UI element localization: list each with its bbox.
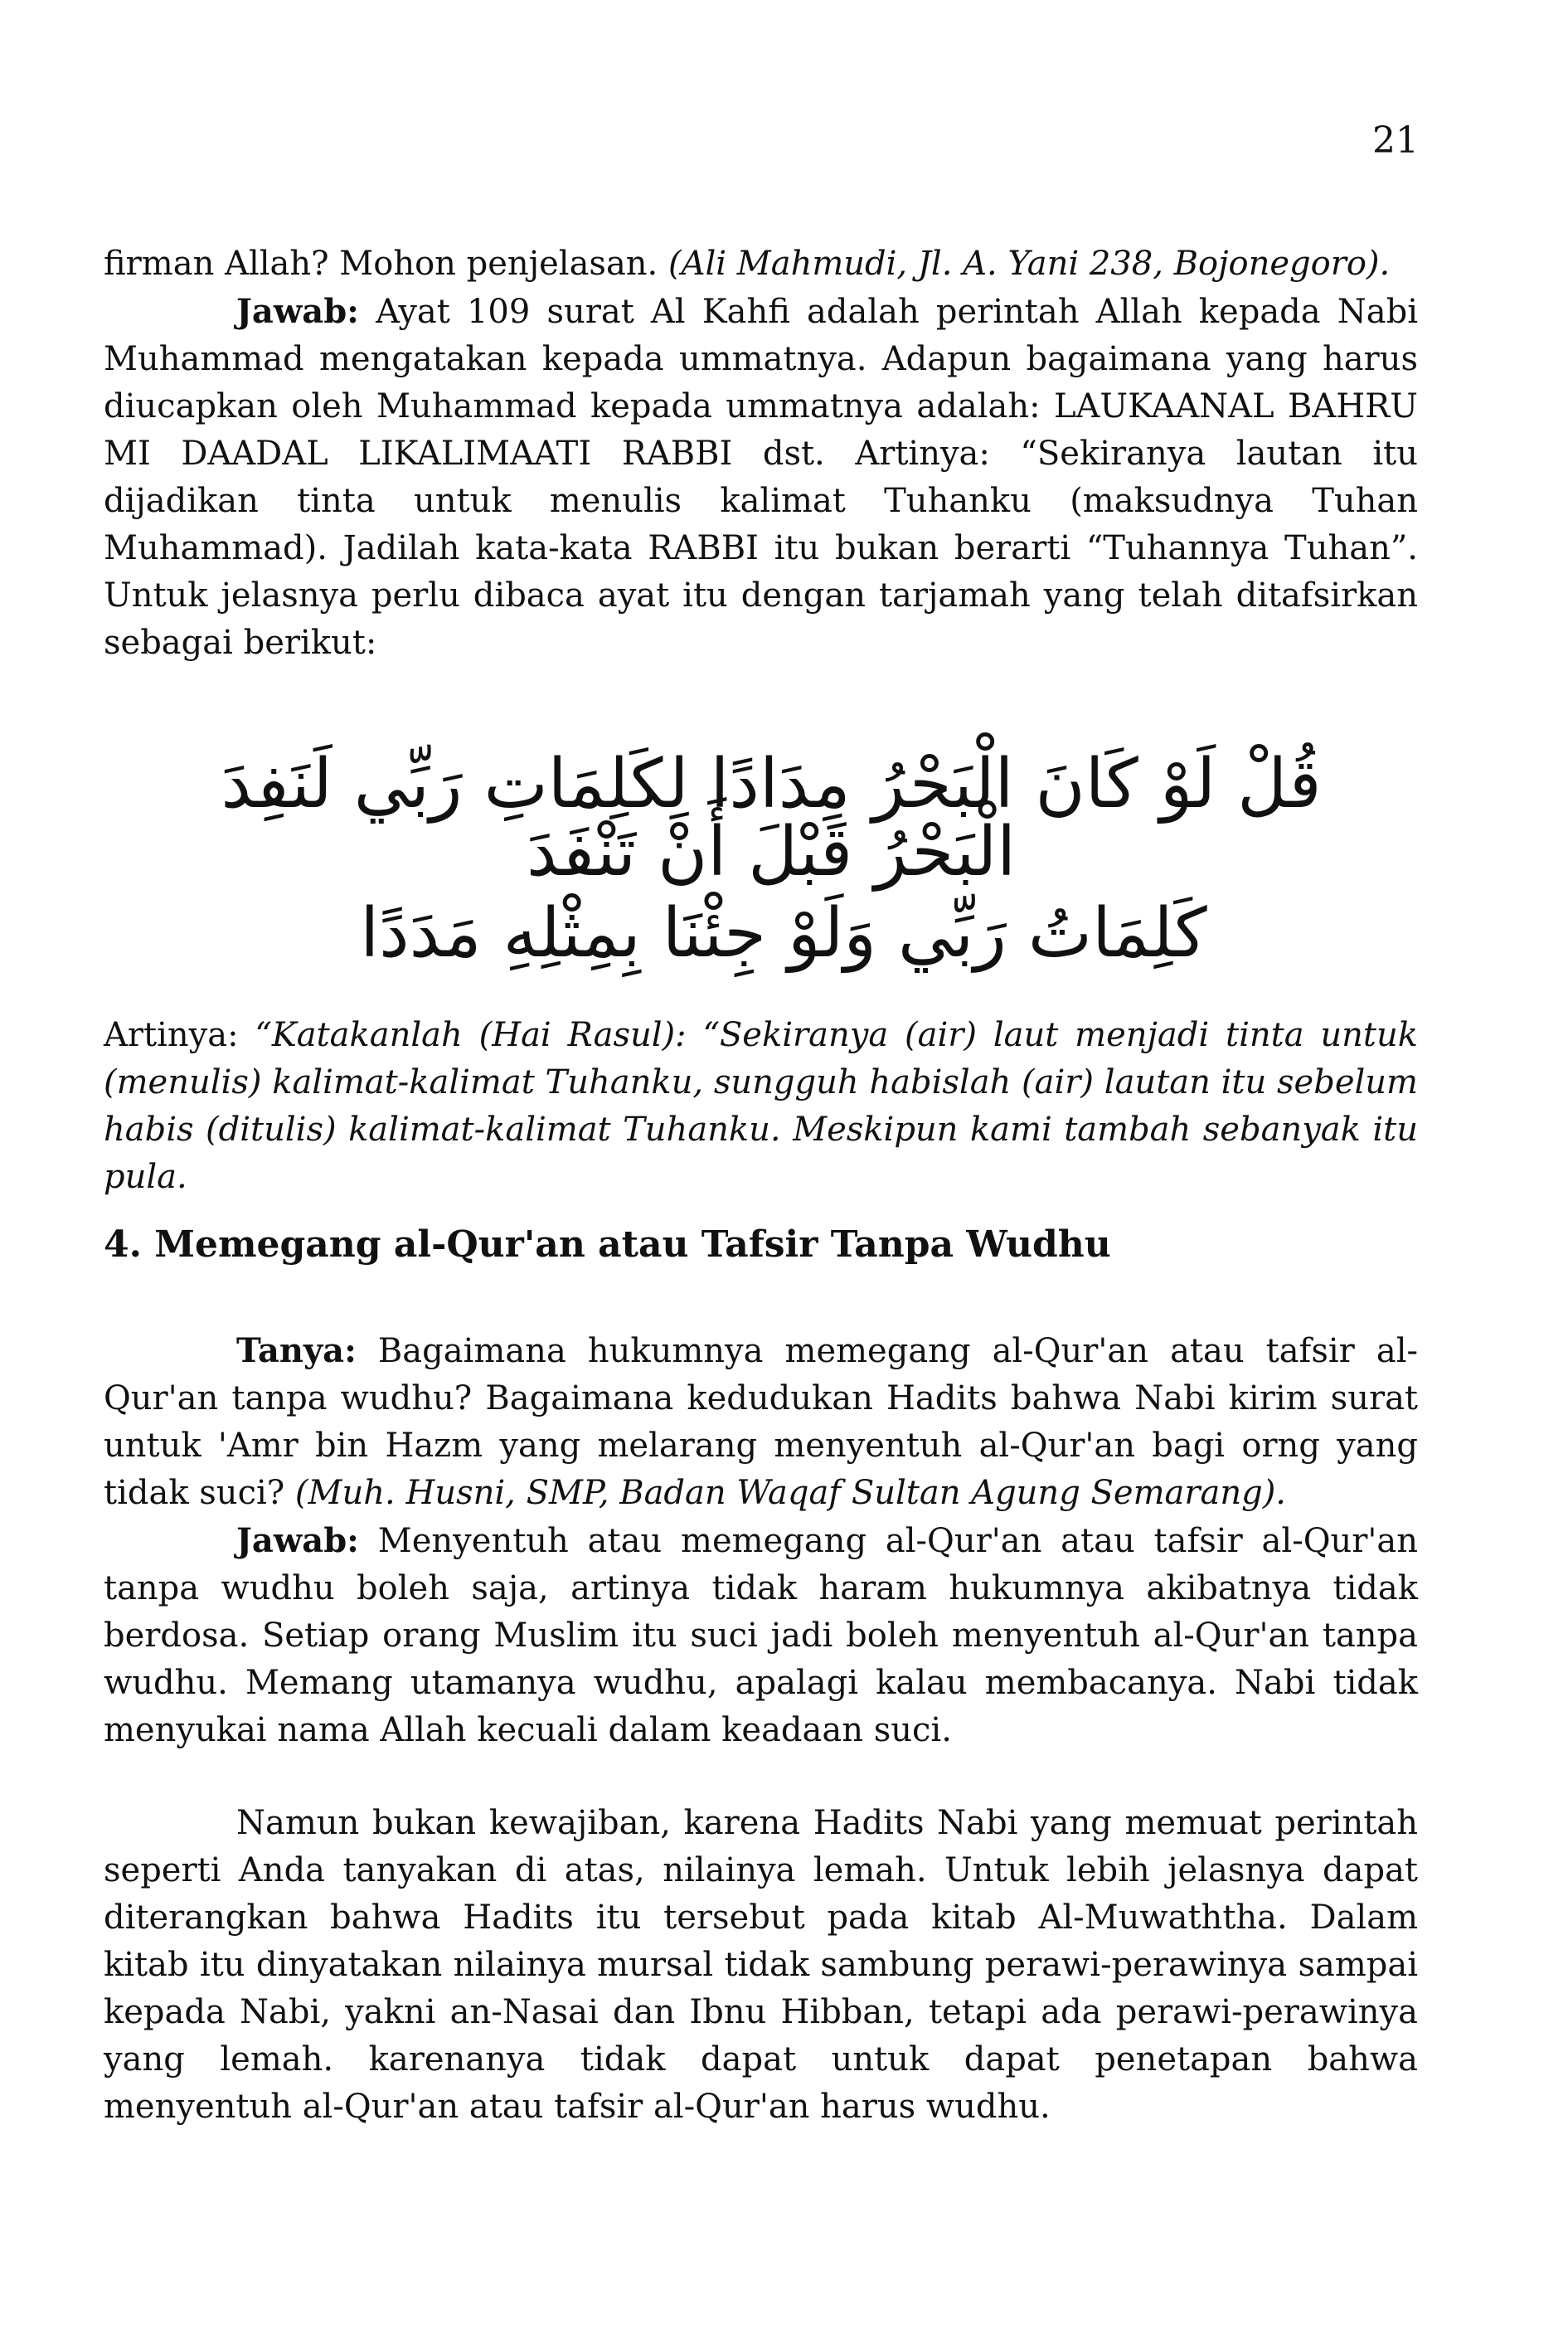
paragraph-answer-1 xyxy=(104,288,1418,667)
translation-lead: Artinya: xyxy=(104,1016,255,1054)
paragraph-question xyxy=(104,1327,1418,1517)
paragraph-closing: Namun bukan kewajiban, karena Hadits Nabi yang memuat perintah seperti Anda tanyakan di atas, nilainya lemah. Untuk lebih jelasnya dapat diterangkan bahwa Hadits itu tersebut pada kitab Al-Muwaththa. Dalam kitab itu dinyatakan nilainya mursal tidak sambung perawi-perawinya sampai kepada Nabi, yakni an-Nasai dan Ibnu Hibban, tetapi ada perawi-perawinya yang lemah. karenanya tidak dapat untuk dapat penetapan bahwa menyentuh al-Qur'an atau tafsir al-Qur'an harus wudhu. xyxy=(104,1804,1418,2126)
verse-translation xyxy=(104,1012,1418,1201)
questioner-source: (Ali Mahmudi, Jl. A. Yani 238, Bojonegoro). xyxy=(667,245,1391,283)
paragraph-answer-2 xyxy=(104,1517,1418,1754)
paragraph-text: Menyentuh atau memegang al-Qur'an atau tafsir al-Qur'an tanpa wudhu boleh saja, artinya tidak haram hukumnya akibatnya tidak berdosa. Setiap orang Muslim itu suci jadi boleh menyentuh al-Qur'an tanpa wudhu. Memang utamanya wudhu, apalagi kalau membacanya. Nabi tidak menyukai nama Allah kecuali dalam keadaan suci. xyxy=(104,1522,1418,1749)
page-number: 21 xyxy=(1372,119,1419,162)
qa-block xyxy=(104,1327,1418,1754)
paragraph-text: Bagaimana hukumnya memegang al-Qur'an atau tafsir al-Qur'an tanpa wudhu? Bagaimana kedudukan Hadits bahwa Nabi kirim surat untuk 'Amr bin Hazm yang melarang menyentuh al-Qur'an bagi orng yang tidak suci? xyxy=(104,1332,1418,1512)
paragraph-question-end xyxy=(104,241,1418,288)
answer-label: Jawab: xyxy=(236,292,359,331)
questioner-source: (Muh. Husni, SMP, Badan Waqaf Sultan Agung Semarang). xyxy=(294,1474,1287,1512)
section-heading: 4. Memegang al-Qur'an atau Tafsir Tanpa Wudhu xyxy=(104,1223,1111,1266)
intro-block xyxy=(104,241,1418,667)
translation-paragraph xyxy=(104,1012,1418,1201)
translation-text: “Katakanlah (Hai Rasul): “Sekiranya (air) laut menjadi tinta untuk (menulis) kalimat-kalimat Tuhanku, sungguh habislah (air) lautan itu sebelum habis (ditulis) kalimat-kalimat Tuhanku. Meskipun kami tambah sebanyak itu pula. xyxy=(104,1016,1418,1196)
closing-block xyxy=(104,1800,1418,2131)
arabic-verse-line-1: قُلْ لَوْ كَانَ الْبَحْرُ مِدَادًا لِكَلِمَاتِ رَبِّي لَنَفِدَ الْبَحْرُ قَبْلَ أَنْ تَنْفَدَ xyxy=(221,745,1322,892)
question-label: Tanya: xyxy=(236,1331,357,1370)
answer-label: Jawab: xyxy=(236,1521,359,1560)
paragraph-text: firman Allah? Mohon penjelasan. xyxy=(104,245,668,283)
arabic-verse-line-2: كَلِمَاتُ رَبِّي وَلَوْ جِئْنَا بِمِثْلِهِ مَدَدًا xyxy=(360,894,1207,973)
paragraph-text: Ayat 109 surat Al Kahfi adalah perintah Allah kepada Nabi Muhammad mengatakan kepada ummatnya. Adapun bagaimana yang harus diucapkan oleh Muhammad kepada ummatnya adalah: LAUKAANAL BAHRU MI DAADAL LIKALIMAATI RABBI dst. Artinya: “Sekiranya lautan itu dijadikan tinta untuk menulis kalimat Tuhanku (maksudnya Tuhan Muhammad). Jadilah kata-kata RABBI itu bukan berarti “Tuhannya Tuhan”. Untuk jelasnya perlu dibaca ayat itu dengan tarjamah yang telah ditafsirkan sebagai berikut: xyxy=(104,293,1418,662)
